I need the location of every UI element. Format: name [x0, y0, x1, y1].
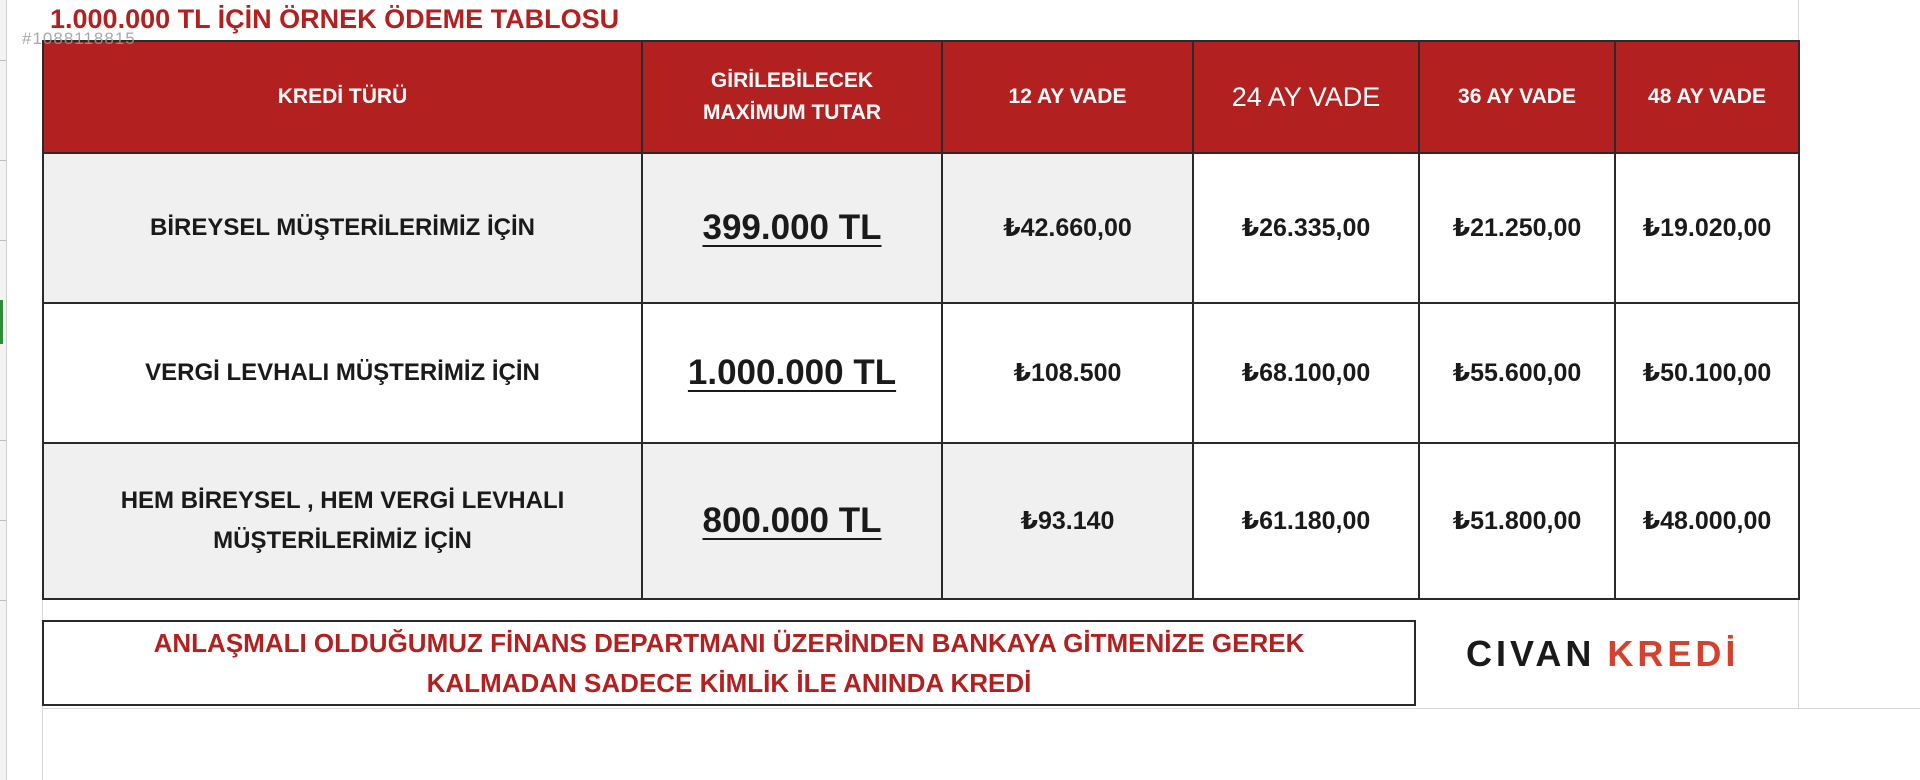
loan-type-line: MÜŞTERİLERİMİZ İÇİN: [213, 527, 472, 554]
installment-12-cell: ₺93.140: [942, 443, 1193, 599]
installment-48-cell: ₺48.000,00: [1615, 443, 1799, 599]
table-row: [43, 303, 1799, 443]
table-row: [43, 153, 1799, 303]
installment-24-cell: ₺26.335,00: [1193, 153, 1419, 303]
header-36-months: 36 AY VADE: [1419, 41, 1615, 153]
installment-48-cell: ₺19.020,00: [1615, 153, 1799, 303]
logo-word-kredi: KREDİ: [1607, 633, 1740, 674]
gutter-tick: [0, 600, 6, 601]
gutter-tick: [0, 240, 6, 241]
gutter-tick: [0, 60, 6, 61]
loan-type-cell: VERGİ LEVHALI MÜŞTERİMİZ İÇİN: [43, 303, 642, 443]
installment-48-cell: ₺50.100,00: [1615, 303, 1799, 443]
installment-36-cell: ₺55.600,00: [1419, 303, 1615, 443]
installment-12-cell: ₺42.660,00: [942, 153, 1193, 303]
gutter-tick: [0, 160, 6, 161]
installment-24-cell: ₺68.100,00: [1193, 303, 1419, 443]
table-row: [43, 443, 1799, 599]
header-12-months: 12 AY VADE: [942, 41, 1193, 153]
loan-type-line: HEM BİREYSEL , HEM VERGİ LEVHALI: [120, 487, 565, 514]
logo-word-civan: CIVAN: [1466, 633, 1596, 674]
header-24-months: 24 AY VADE: [1193, 41, 1419, 153]
gutter-tick: [0, 520, 6, 521]
promo-line: ANLAŞMALI OLDUĞUMUZ FİNANS DEPARTMANI ÜZERİNDEN BANKAYA GİTMENİZE GEREK: [153, 628, 1305, 658]
installment-36-cell: ₺51.800,00: [1419, 443, 1615, 599]
promo-box: [42, 620, 1416, 706]
loan-type-cell: [43, 443, 642, 599]
sheet-column-border: [1798, 0, 1920, 708]
spreadsheet-row-gutter: [0, 0, 7, 780]
installment-24-cell: ₺61.180,00: [1193, 443, 1419, 599]
max-amount-cell: 1.000.000 TL: [642, 303, 942, 443]
selected-row-marker: [0, 300, 3, 344]
header-max-amount-label: GİRİLEBİLECEK MAXİMUM TUTAR: [702, 69, 882, 124]
header-48-months: 48 AY VADE: [1615, 41, 1799, 153]
max-amount-cell: 399.000 TL: [642, 153, 942, 303]
loan-type-cell: BİREYSEL MÜŞTERİLERİMİZ İÇİN: [43, 153, 642, 303]
max-amount-cell: 800.000 TL: [642, 443, 942, 599]
page-title: 1.000.000 TL İÇİN ÖRNEK ÖDEME TABLOSU: [50, 4, 620, 34]
header-loan-type: KREDİ TÜRÜ: [43, 41, 642, 153]
brand-logo: [1466, 633, 1739, 675]
installment-36-cell: ₺21.250,00: [1419, 153, 1615, 303]
payment-table: [42, 40, 1800, 600]
sheet-row-border: [42, 708, 1920, 709]
promo-line: KALMADAN SADECE KİMLİK İLE ANINDA KREDİ: [426, 668, 1032, 698]
header-max-amount: [642, 41, 942, 153]
installment-12-cell: ₺108.500: [942, 303, 1193, 443]
cell-reference-watermark: #1088118815: [22, 29, 136, 48]
gutter-tick: [0, 440, 6, 441]
table-header-row: [43, 41, 1799, 153]
